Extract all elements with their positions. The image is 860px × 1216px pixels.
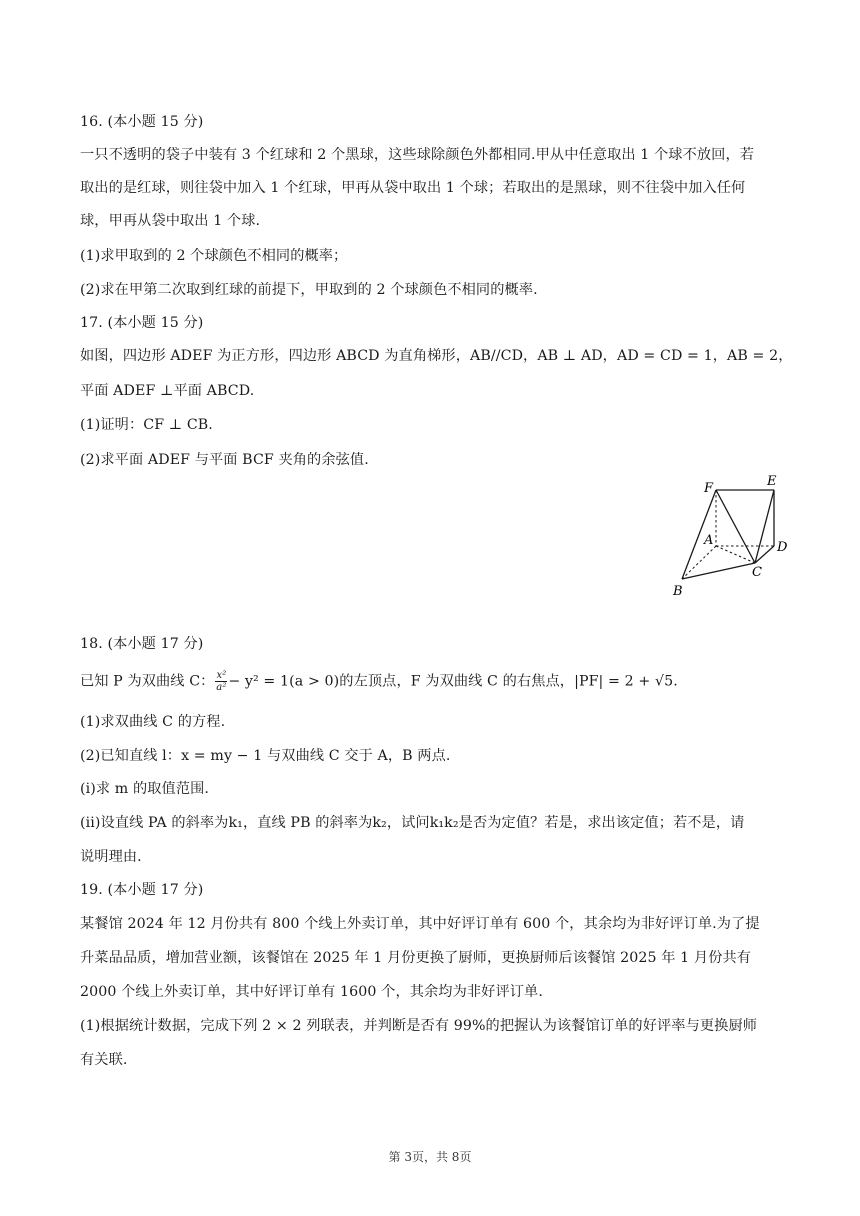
q16-header: 16. (本小题 15 分): [80, 114, 204, 130]
label-A: A: [704, 533, 714, 548]
q18-fraction: [215, 670, 227, 693]
q18-part-2: (2)已知直线 l：x = my − 1 与双曲线 C 交于 A，B 两点.: [80, 748, 451, 764]
edge-AC-hidden: [716, 546, 755, 563]
q19-line-1: 某餐馆 2024 年 12 月份共有 800 个线上外卖订单，其中好评订单有 600 个，其余均为非好评订单.为了提: [80, 916, 760, 932]
edge-BC: [682, 563, 755, 579]
edge-FC: [716, 490, 755, 563]
q18-frac-num: x²: [216, 670, 227, 681]
label-D: D: [777, 540, 788, 555]
q16-line-2: 取出的是红球，则往袋中加入 1 个红球，甲再从袋中取出 1 个球；若取出的是黑球，则不往袋中加入任何: [80, 180, 746, 196]
edge-AB-hidden: [682, 546, 716, 579]
q19-part-1-line-1: (1)根据统计数据，完成下列 2 × 2 列联表，并判断是否有 99%的把握认为该餐馆订单的好评率与更换厨师: [80, 1018, 758, 1034]
q18-sub-ii-2: 说明理由.: [80, 849, 142, 865]
q18-line-1: [80, 670, 678, 693]
label-F: F: [704, 481, 714, 496]
q18-sub-i: (i)求 m 的取值范围.: [80, 781, 210, 797]
q17-line-1: 如图，四边形 ADEF 为正方形，四边形 ABCD 为直角梯形，AB//CD，AB ⊥ AD，AD = CD = 1，AB = 2，: [80, 348, 793, 364]
q18-part-1: (1)求双曲线 C 的方程.: [80, 714, 226, 730]
page-footer: 第 3页，共 8页: [388, 1150, 472, 1164]
edge-EC: [755, 490, 774, 563]
q19-line-2: 升菜品品质，增加营业额，该餐馆在 2025 年 1 月份更换了厨师，更换厨师后该餐馆 2025 年 1 月份共有: [80, 950, 752, 966]
q16-line-3: 球，甲再从袋中取出 1 个球.: [80, 213, 261, 229]
label-C: C: [752, 565, 762, 580]
q17-part-1: (1)证明：CF ⊥ CB.: [80, 417, 213, 433]
q17-part-2: (2)求平面 ADEF 与平面 BCF 夹角的余弦值.: [80, 452, 369, 468]
q19-header: 19. (本小题 17 分): [80, 882, 204, 898]
q16-line-1: 一只不透明的袋子中装有 3 个红球和 2 个黑球，这些球除颜色外都相同.甲从中任意取出 1 个球不放回，若: [80, 147, 755, 163]
q19-line-3: 2000 个线上外卖订单，其中好评订单有 1600 个，其余均为非好评订单.: [80, 984, 543, 1000]
q18-frac-den: a²: [216, 682, 227, 693]
q18-line-1-b: − y² = 1(a > 0)的左顶点，F 为双曲线 C 的右焦点，|PF| = 2 + √5.: [228, 673, 678, 690]
geometry-figure: [668, 470, 798, 602]
q17-line-2: 平面 ADEF ⊥平面 ABCD.: [80, 383, 255, 399]
q18-line-1-a: 已知 P 为双曲线 C：: [80, 673, 215, 690]
q16-part-2: (2)求在甲第二次取到红球的前提下，甲取到的 2 个球颜色不相同的概率.: [80, 282, 538, 298]
q18-sub-ii-1: (ii)设直线 PA 的斜率为k₁，直线 PB 的斜率为k₂，试问k₁k₂是否为定值？若是，求出该定值；若不是，请: [80, 815, 745, 831]
q18-header: 18. (本小题 17 分): [80, 636, 204, 652]
q16-part-1: (1)求甲取到的 2 个球颜色不相同的概率；: [80, 248, 348, 264]
q19-part-1-line-2: 有关联.: [80, 1052, 128, 1068]
q17-header: 17. (本小题 15 分): [80, 315, 204, 331]
label-B: B: [673, 584, 683, 599]
label-E: E: [767, 474, 777, 489]
